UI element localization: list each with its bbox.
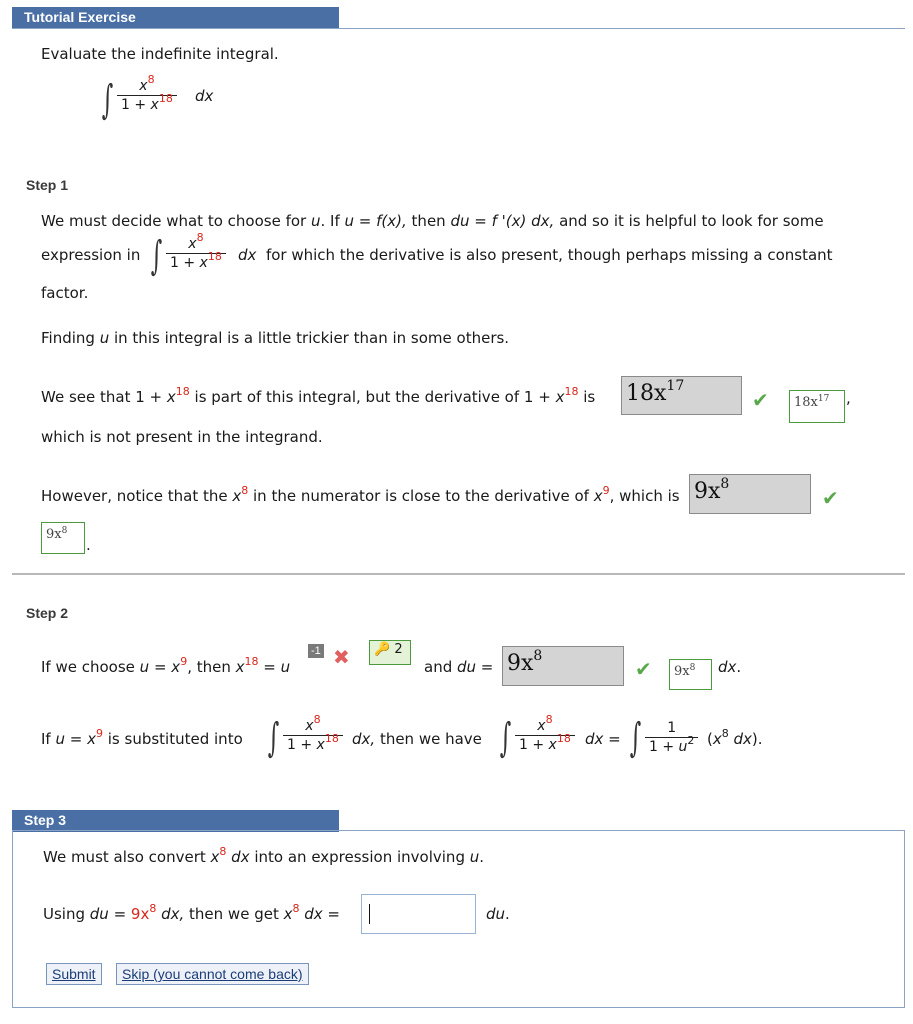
step2-dx: dx. bbox=[718, 658, 742, 676]
step1-inline-integral bbox=[146, 231, 246, 282]
integral-sign-icon: ∫ bbox=[629, 715, 642, 761]
tutorial-exercise-banner: Tutorial Exercise bbox=[12, 7, 339, 29]
step1-line5: We see that $1 + x^{18}$ is part of this integral, but the derivative of $1 + x^{18}$ is bbox=[41, 385, 596, 406]
step2-dx-equals: dx = bbox=[585, 730, 621, 748]
correct-answer-du: $9x^8$ bbox=[669, 659, 712, 690]
fraction: $x^8$ $1 + x^{18}$ bbox=[283, 718, 343, 753]
check-icon: ✔ bbox=[822, 486, 839, 510]
answer-input-x8dx[interactable] bbox=[361, 894, 476, 934]
step1-line3: factor. bbox=[41, 284, 89, 302]
step3-line2: Using du = $9x^8$ dx, then we get $x^8$ dx = bbox=[43, 902, 340, 923]
substitution-integral-1 bbox=[263, 713, 353, 764]
step1-line1: We must decide what to choose for u. If u = f(x), then du = f '(x) dx, and so it is helpful to look for some bbox=[41, 212, 824, 230]
step2-line1: If we choose $u = x^9$, then $x^{18} = u$ bbox=[41, 655, 291, 676]
step3-du: du. bbox=[486, 905, 510, 923]
step1-line2-end: dx for which the derivative is also present, though perhaps missing a constant bbox=[238, 246, 833, 264]
integral-sign-icon: ∫ bbox=[150, 233, 163, 279]
correct-answer-derivative-x9: $9x^8$ bbox=[41, 522, 85, 554]
step1-label: Step 1 bbox=[26, 177, 69, 193]
key-hint-button[interactable]: 🔑 2 bbox=[369, 640, 411, 665]
step2-x8dx: ($x^8$ dx). bbox=[707, 727, 763, 748]
check-icon: ✔ bbox=[752, 388, 769, 412]
step1-line6: which is not present in the integrand. bbox=[41, 428, 323, 446]
fraction-denominator: $1 + x^{18}$ bbox=[121, 92, 173, 113]
header-rule bbox=[12, 28, 905, 29]
step2-label: Step 2 bbox=[26, 605, 69, 621]
step3-banner: Step 3 bbox=[12, 810, 339, 832]
penalty-badge: -1 bbox=[308, 644, 324, 658]
skip-button[interactable]: Skip (you cannot come back) bbox=[116, 963, 309, 985]
step-divider bbox=[12, 573, 905, 575]
integral-sign-icon: ∫ bbox=[499, 715, 512, 761]
check-icon: ✔ bbox=[635, 657, 652, 681]
step2-then-we-have: dx, then we have bbox=[352, 730, 482, 748]
step2-line2: If $u = x^9$ is substituted into bbox=[41, 727, 243, 748]
problem-integral bbox=[97, 73, 237, 124]
integral-sign-icon: ∫ bbox=[101, 77, 114, 123]
fraction: $x^8$ $1 + x^{18}$ bbox=[515, 718, 575, 753]
incorrect-x-icon: ✖ bbox=[333, 645, 350, 669]
step1-line2-start: expression in bbox=[41, 246, 141, 264]
problem-dx: dx bbox=[195, 87, 214, 105]
inline-fraction: $x^8$ $1 + x^{18}$ bbox=[166, 236, 226, 271]
text-cursor bbox=[369, 904, 370, 924]
substitution-integral-2 bbox=[495, 713, 585, 764]
substitution-integral-3 bbox=[625, 715, 715, 764]
step2-line1-du: and du = bbox=[424, 658, 494, 676]
comma: , bbox=[846, 389, 851, 407]
fraction-numerator: $x^8$ bbox=[139, 73, 155, 94]
submit-button[interactable]: Submit bbox=[46, 963, 102, 985]
correct-answer-derivative: $18x^{17}$ bbox=[789, 390, 845, 423]
problem-fraction bbox=[117, 73, 177, 113]
period: . bbox=[86, 536, 91, 554]
step1-line7: However, notice that the $x^8$ in the numerator is close to the derivative of $x^9$, which is bbox=[41, 484, 680, 505]
fraction: 1 $1 + u^2$ bbox=[645, 720, 698, 755]
key-icon: 🔑 bbox=[374, 642, 391, 657]
problem-instruction: Evaluate the indefinite integral. bbox=[41, 45, 279, 63]
answer-input-derivative-x9[interactable]: $9x^8$ bbox=[689, 474, 811, 514]
step1-line4: Finding u in this integral is a little trickier than in some others. bbox=[41, 329, 510, 347]
step3-line1: We must also convert $x^8$ dx into an expression involving u. bbox=[43, 845, 485, 866]
answer-input-derivative[interactable]: $18x^{17}$ bbox=[621, 376, 742, 415]
integral-sign-icon: ∫ bbox=[267, 715, 280, 761]
answer-input-du[interactable]: $9x^8$ bbox=[502, 646, 624, 686]
